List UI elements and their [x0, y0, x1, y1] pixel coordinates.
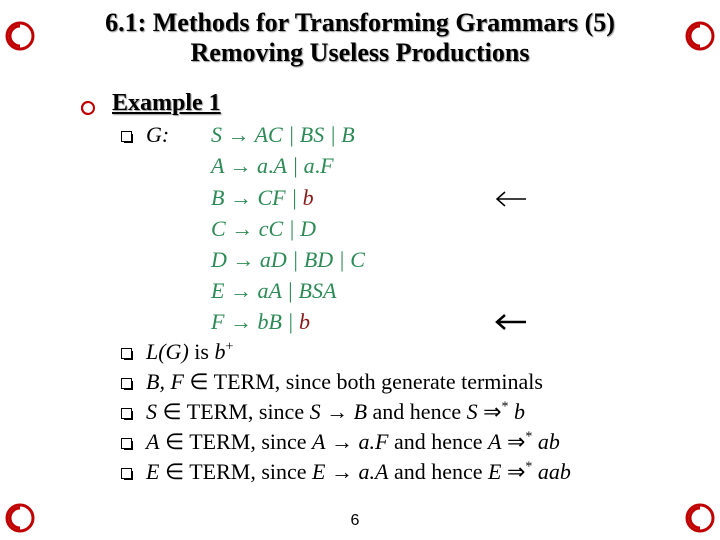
fact-text: b	[214, 339, 226, 364]
rule-rhs: aD | BD | C	[259, 247, 365, 272]
fact-text: →	[320, 399, 354, 424]
rule-rhs: AC | BS | B	[254, 122, 355, 147]
rule-lhs: F	[211, 309, 225, 334]
fact-text: S	[466, 399, 478, 424]
fact-text: S	[309, 399, 321, 424]
rule-b	[211, 185, 314, 211]
rule-lhs: A	[211, 153, 225, 178]
fact-superscript: *	[525, 459, 533, 475]
rule-rhs: bB |	[257, 309, 299, 334]
rule-arrow: →	[231, 216, 254, 241]
grammar-label: G:	[146, 122, 170, 147]
rule-rhs: cC | D	[258, 216, 317, 241]
page-number: 6	[350, 512, 360, 529]
fact-text: B	[353, 399, 368, 424]
rule-f	[211, 309, 310, 335]
rule-rhs: a	[257, 153, 269, 178]
slide-title	[0, 8, 720, 68]
fact-text: ⇒	[501, 429, 526, 454]
square-bullet-icon	[121, 468, 132, 479]
title-line-1: 6.1: Methods for Transforming Grammars (5)	[105, 8, 615, 37]
fact-text: E	[312, 459, 326, 484]
rule-lhs: B	[211, 185, 225, 210]
fact-text: →	[325, 459, 359, 484]
fact-bf-term	[146, 369, 543, 395]
fact-text: ∈ TERM, since	[157, 399, 310, 424]
example-heading: Example 1	[112, 90, 221, 116]
fact-text: and hence	[367, 399, 467, 424]
title-line-2: Removing Useless Productions	[190, 38, 530, 67]
round-bullet-icon	[80, 100, 96, 116]
bottom-left-corner-icon	[4, 502, 36, 534]
square-bullet-icon	[121, 408, 132, 419]
fact-text: B, F	[146, 369, 184, 394]
rule-arrow: →	[229, 278, 252, 303]
rule-arrow: →	[232, 247, 255, 272]
terminal-highlight: b	[298, 309, 310, 334]
fact-text: L(G)	[146, 339, 189, 364]
rule-lhs: D	[211, 247, 227, 272]
fact-text: ⇒	[501, 459, 526, 484]
rule-lhs: C	[211, 216, 226, 241]
rule-d	[211, 247, 365, 273]
square-bullet-icon	[121, 131, 132, 142]
fact-text: aab	[532, 459, 571, 484]
rule-lhs: E	[211, 278, 225, 303]
fact-superscript: *	[501, 399, 509, 415]
rule-arrow: →	[229, 309, 252, 334]
fact-text: and hence	[388, 429, 489, 454]
fact-text: A	[146, 429, 160, 454]
fact-text: ∈ TERM, since	[159, 459, 313, 484]
fact-text: ∈ TERM, since both generate terminals	[183, 369, 543, 394]
fact-text: is	[188, 339, 215, 364]
rule-arrow: →	[227, 122, 250, 147]
rule-c	[211, 216, 316, 242]
rule-rhs: F	[320, 153, 334, 178]
fact-text: a.F	[358, 429, 389, 454]
rule-rhs: CF |	[257, 185, 303, 210]
rule-a: A → a.A | a.F	[211, 153, 334, 178]
rule-lhs: S	[211, 122, 222, 147]
square-bullet-icon	[121, 348, 132, 359]
left-arrow-icon	[494, 313, 528, 331]
bottom-right-corner-icon	[684, 502, 716, 534]
rule-rhs: A | a	[273, 153, 315, 178]
fact-text: E	[146, 459, 160, 484]
fact-superscript: *	[525, 429, 533, 445]
fact-text: S	[146, 399, 157, 424]
square-bullet-icon	[121, 378, 132, 389]
fact-language	[146, 339, 233, 365]
fact-a-term	[146, 429, 560, 455]
rule-arrow: →	[229, 185, 252, 210]
square-bullet-icon	[121, 438, 132, 449]
terminal-highlight: b	[302, 185, 314, 210]
rule-s	[211, 122, 355, 148]
fact-text: ⇒	[477, 399, 502, 424]
fact-text: ab	[532, 429, 560, 454]
fact-text: b	[508, 399, 526, 424]
fact-text: →	[325, 429, 359, 454]
fact-s-term	[146, 399, 525, 425]
fact-text: A	[488, 429, 502, 454]
fact-text: E	[488, 459, 502, 484]
fact-e-term	[146, 459, 571, 485]
fact-superscript: +	[225, 339, 234, 355]
rule-rhs: aA | BSA	[257, 278, 337, 303]
fact-text: and hence	[388, 459, 489, 484]
fact-text: ∈ TERM, since	[159, 429, 313, 454]
left-arrow-icon	[494, 190, 528, 208]
fact-text: A	[312, 429, 326, 454]
fact-text: a.A	[358, 459, 389, 484]
rule-arrow: →	[229, 153, 252, 178]
rule-e	[211, 278, 336, 304]
